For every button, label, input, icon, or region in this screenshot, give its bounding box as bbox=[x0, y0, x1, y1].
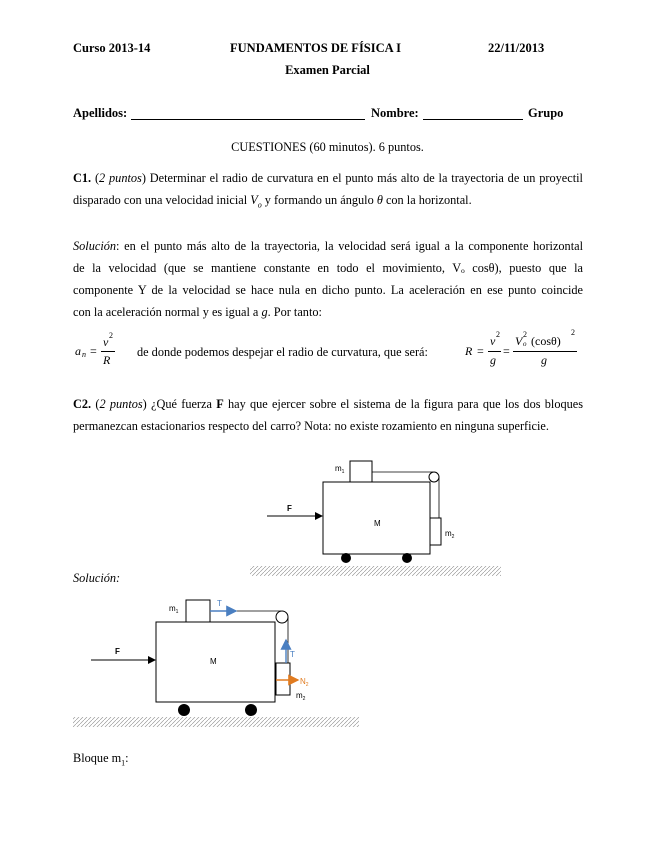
c1-line2: disparado con una velocidad inicial $V_o$ y formando un ángulo θ con la horizontal. bbox=[73, 193, 472, 210]
course-label: Curso 2013-14 bbox=[73, 41, 151, 55]
pulley bbox=[429, 472, 439, 482]
block-m2 bbox=[276, 663, 290, 695]
m1-label: $m_1$ bbox=[169, 604, 179, 615]
solution1-middle-text: de donde podemos despejar el radio de curvatura, que será: bbox=[137, 345, 428, 359]
c2-line2: permanezcan estacionarios respecto del carro? Nota: no existe rozamiento en ninguna superficie. bbox=[73, 419, 549, 433]
c2-points: 2 puntos bbox=[99, 397, 143, 411]
group-label: Grupo bbox=[528, 106, 564, 120]
cart-label: M bbox=[374, 519, 381, 528]
block-m2 bbox=[430, 518, 441, 545]
c2-label: C2. bbox=[73, 397, 92, 411]
surname-label: Apellidos: bbox=[73, 106, 128, 120]
solution2-label: Solución: bbox=[73, 571, 121, 585]
wheel bbox=[341, 553, 351, 563]
name-label: Nombre: bbox=[371, 106, 419, 120]
solution1-line2: de la velocidad (que se mantiene constante en todo el movimiento, Vₒ cosθ), puesto que la bbox=[73, 261, 583, 275]
solution1-line3: componente Y de la velocidad se hace nula en dicho punto. La aceleración en ese punto coincide bbox=[73, 283, 583, 297]
solution1-line4: con la aceleración normal y es igual a g. Por tanto: bbox=[73, 305, 322, 319]
wheel bbox=[245, 704, 257, 716]
wheel bbox=[402, 553, 412, 563]
formula-curvature-radius: R = v 2 g = V o 2 (cosθ) 2 g bbox=[465, 328, 575, 367]
solution1-line1: Solución: en el punto más alto de la trayectoria, la velocidad será igual a la componente horizontal bbox=[73, 239, 583, 253]
tension-label-m2: T bbox=[290, 650, 295, 659]
block-m1 bbox=[350, 461, 372, 482]
subject-title: FUNDAMENTOS DE FÍSICA I bbox=[230, 41, 401, 55]
force-label: F bbox=[287, 504, 292, 513]
ground-hatch bbox=[73, 717, 359, 727]
pulley bbox=[276, 611, 288, 623]
normal-label-m2: $N_2$ bbox=[300, 677, 309, 688]
wheel bbox=[178, 704, 190, 716]
cart-label: M bbox=[210, 657, 217, 666]
m2-label: $m_2$ bbox=[296, 691, 306, 702]
tension-label-m1: T bbox=[217, 599, 222, 608]
solution-label: Solución bbox=[73, 239, 117, 253]
cart-body bbox=[323, 482, 430, 554]
force-label: F bbox=[115, 647, 120, 656]
c1-points: 2 puntos bbox=[99, 171, 142, 185]
block-m1-heading: Bloque $m_1$: bbox=[73, 751, 129, 768]
formula-normal-acceleration: a n = v 2 R bbox=[75, 331, 113, 367]
m1-label: $m_1$ bbox=[335, 464, 345, 475]
m2-label: $m_2$ bbox=[445, 529, 455, 540]
c2-line1: C2. (2 puntos) ¿Qué fuerza F hay que ejercer sobre el sistema de la figura para que los dos bloques bbox=[73, 397, 584, 411]
c1-text-1: Determinar el radio de curvatura en el punto más alto de la trayectoria de un proyectil bbox=[149, 171, 583, 185]
c1-label: C1. bbox=[73, 171, 92, 185]
block-m1 bbox=[186, 600, 210, 622]
section-title: CUESTIONES (60 minutos). 6 puntos. bbox=[231, 140, 424, 154]
c1-line1: C1. (2 puntos) Determinar el radio de curvatura en el punto más alto de la trayectoria de un proyectil bbox=[73, 171, 583, 185]
exam-type: Examen Parcial bbox=[285, 63, 370, 77]
exam-date: 22/11/2013 bbox=[488, 41, 545, 55]
ground-hatch bbox=[250, 566, 501, 576]
